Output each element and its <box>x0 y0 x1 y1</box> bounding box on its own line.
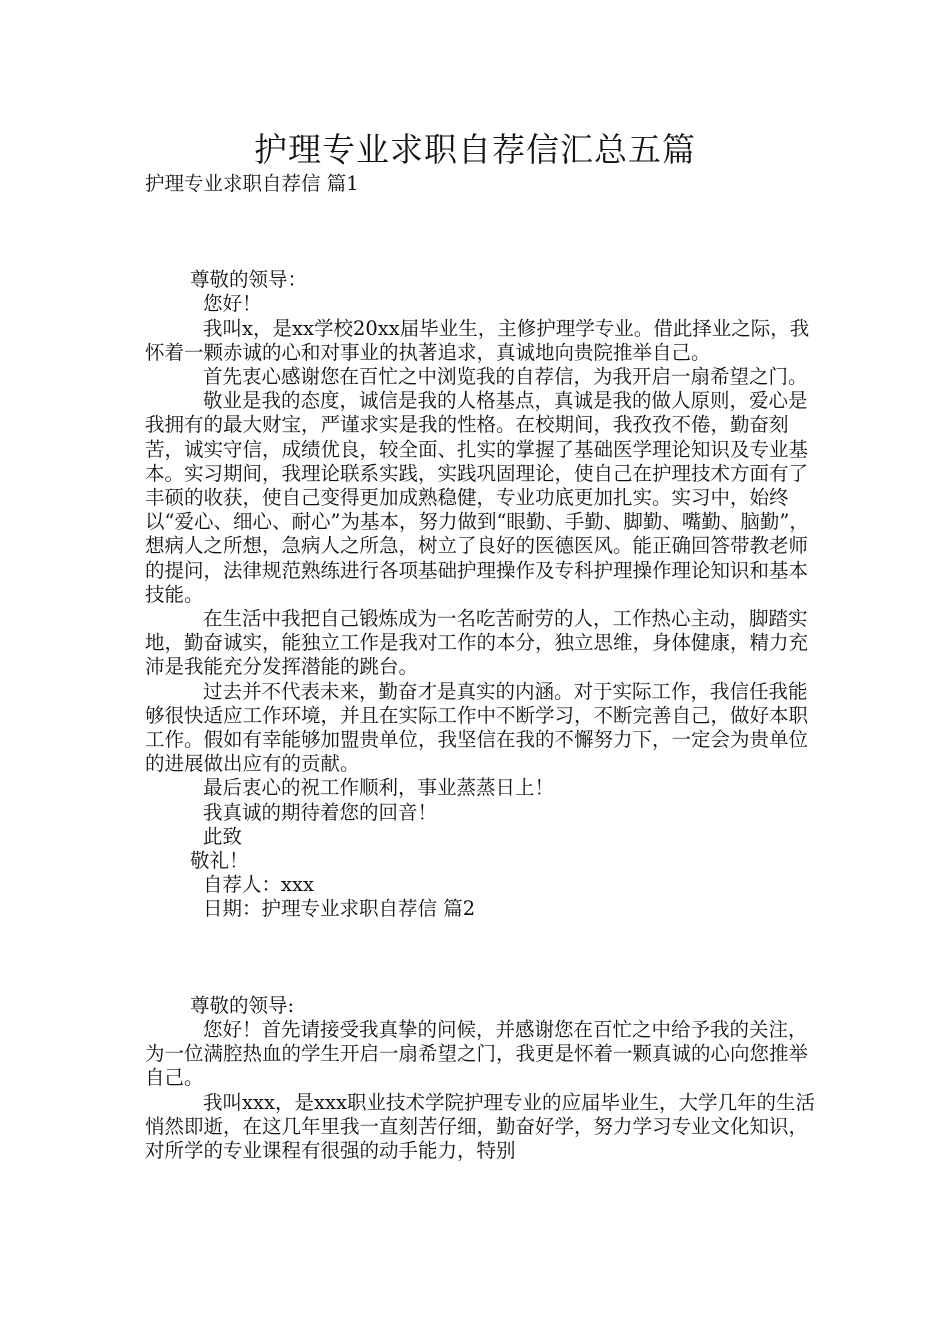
letter1-greeting: 您好！ <box>203 292 262 316</box>
spacer <box>145 922 817 994</box>
letter1-paragraph: 我真诚的期待着您的回音！ <box>203 800 438 824</box>
letter1-paragraph: 过去并不代表未来，勤奋才是真实的内涵。对于实际工作，我信任我能够很快适应工作环境，并且在实际工作中不断学习，不断完善自己，做好本职工作。假如有幸能够加盟贵单位，我坚信在我的不懈努力下，一定会为贵单位的进展做出应有的贡献。 <box>145 679 809 776</box>
letter1-heading: 护理专业求职自荐信 篇1 <box>145 172 359 195</box>
letter1-paragraph: 最后衷心的祝工作顺利，事业蒸蒸日上！ <box>203 776 555 800</box>
letter1-date: 日期：护理专业求职自荐信 篇2 <box>203 897 476 921</box>
letter1-paragraph: 敬业是我的态度，诚信是我的人格基点，真诚是我的做人原则，爱心是我拥有的最大财宝，严谨求实是我的性格。在校期间，我孜孜不倦，勤奋刻苦，诚实守信，成绩优良，较全面、扎实的掌握了基础医学理论知识及专业基本。实习期间，我理论联系实践，实践巩固理论，使自己在护理技术方面有了丰硕的收获，使自己变得更加成熟稳健，专业功底更加扎实。实习中，始终以“爱心、细心、耐心”为基本，努力做到“眼勤、手勤、脚勤、嘴勤、脑勤”，想病人之所想，急病人之所急，树立了良好的医德医风。能正确回答带教老师的提问，法律规范熟练进行各项基础护理操作及专科护理操作理论知识和基本技能。 <box>145 389 809 606</box>
letter1-signer: 自荐人：xxx <box>203 873 314 897</box>
letter1-paragraph: 首先衷心感谢您在百忙之中浏览我的自荐信，为我开启一扇希望之门。 <box>203 365 808 389</box>
letter2-salutation: 尊敬的领导: <box>190 993 295 1017</box>
document-title: 护理专业求职自荐信汇总五篇 <box>254 130 696 169</box>
document-body <box>145 172 817 1163</box>
letter1-paragraph: 我叫x，是xx学校20xx届毕业生，主修护理学专业。借此择业之际，我怀着一颗赤诚的心和对事业的执著追求，真诚地向贵院推举自己。 <box>145 316 810 364</box>
letter2-paragraph: 您好！首先请接受我真挚的问候，并感谢您在百忙之中给予我的关注，为一位满腔热血的学生开启一扇希望之门，我更是怀着一颗真诚的心向您推举自己。 <box>145 1017 809 1090</box>
spacer <box>145 196 817 268</box>
letter1-salutation: 尊敬的领导： <box>190 268 308 292</box>
letter1-closing: 此致 <box>203 824 243 848</box>
letter1-salute: 敬礼！ <box>190 849 249 873</box>
letter1-paragraph: 在生活中我把自己锻炼成为一名吃苦耐劳的人，工作热心主动，脚踏实地，勤奋诚实，能独立工作是我对工作的本分，独立思维，身体健康，精力充沛是我能充分发挥潜能的跳台。 <box>145 607 809 679</box>
letter2-paragraph: 我叫xxx，是xxx职业技术学院护理专业的应届毕业生，大学几年的生活悄然即逝，在这几年里我一直刻苦仔细，勤奋好学，努力学习专业文化知识，对所学的专业课程有很强的动手能力，特别 <box>145 1090 815 1162</box>
